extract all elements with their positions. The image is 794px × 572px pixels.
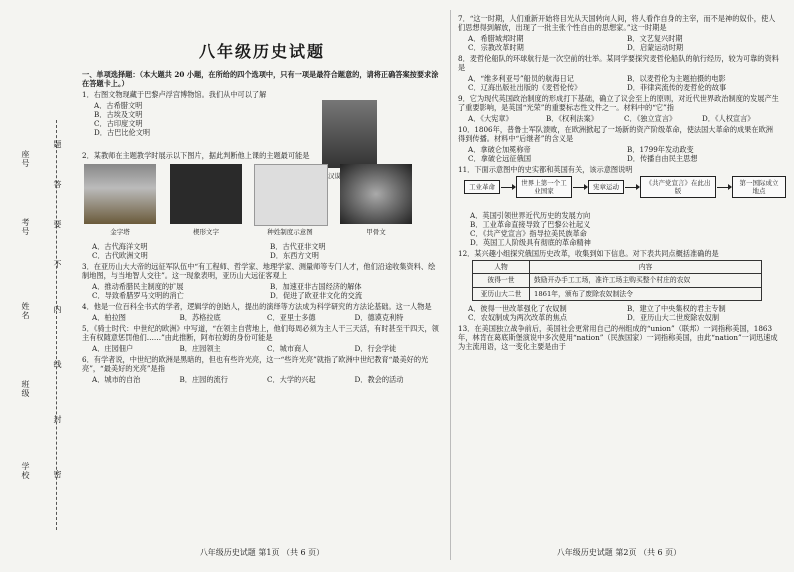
- q5-option-c[interactable]: C．城市商人: [267, 344, 309, 353]
- table-cell: 亚历山大二世: [473, 287, 530, 300]
- q5-option-d[interactable]: D．行会学徒: [354, 344, 397, 353]
- q7-option-b[interactable]: B．文艺复兴时期: [627, 34, 683, 43]
- q9-option-b[interactable]: B．《权利法案》: [546, 114, 598, 123]
- seal-word: 题: [53, 140, 62, 149]
- question-10-stem: 10．1806年，普鲁士军队溃败，在欧洲掀起了一场新的资产阶级革命，使法国大革命的成果在欧洲得到传播。材料中“后继者”的含义是: [458, 125, 773, 143]
- q9-option-d[interactable]: D．《人权宣言》: [702, 114, 755, 123]
- q7-option-d[interactable]: D．启蒙运动时期: [627, 43, 684, 52]
- page-1: [82, 42, 442, 386]
- q12-option-b[interactable]: B．建立了中央集权的君主专制: [627, 304, 726, 314]
- table-cell: 彼得一世: [473, 274, 530, 287]
- q8-option-c[interactable]: C．辽海出版社出版的《麦哲伦传》: [468, 83, 582, 92]
- flow-step-1: 工业革命: [464, 180, 500, 194]
- q9-option-a[interactable]: A．《大宪章》: [468, 114, 513, 123]
- seal-word: 不: [53, 260, 62, 269]
- q10-option-d[interactable]: D．传播自由民主思想: [627, 154, 698, 163]
- q10-option-b[interactable]: B．1799年发动政变: [627, 145, 694, 154]
- q8-option-d[interactable]: D．菲律宾流传的麦哲伦的故事: [627, 83, 727, 92]
- q12-option-a[interactable]: A．彼得一世改革强化了农奴制: [468, 304, 567, 314]
- seal-word: 封: [53, 415, 62, 424]
- q5-option-b[interactable]: B．庄园领主: [179, 344, 221, 353]
- question-8-stem: 8．麦哲伦船队的环球航行是一次空前的壮举。某同学要探究麦哲伦船队的航行经历，较为可靠的资料是: [458, 54, 779, 72]
- table-row: [473, 274, 762, 287]
- school-label: 学校: [21, 462, 30, 480]
- q2-images: [82, 162, 442, 242]
- q2-caption-3: 种姓制度示意图: [267, 228, 313, 236]
- q5-option-a[interactable]: A．庄园佃户: [92, 344, 134, 353]
- seal-word: 线: [53, 360, 62, 369]
- question-12-stem: 12．某兴趣小组探究俄国历史改革，收集到如下信息。对下表共同点概括准确的是: [458, 249, 719, 258]
- q3-option-b[interactable]: B．加速亚非古国经济的解体: [270, 282, 362, 291]
- question-3-stem: 3．在亚历山大大帝的远征军队伍中“有工程师、哲学家、地理学家、测量师等专门人才，他们沿途收集资料、绘制地图，与当地智人交往”。这一现象表明，亚历山大远征客观上: [82, 262, 436, 280]
- q3-option-d[interactable]: D．促进了欧亚非文化的交流: [270, 291, 363, 300]
- seat-number-label: 座号: [21, 150, 30, 168]
- question-4-stem: 4．他是一位百科全书式的学者，逻辑学的创始人，提出的演绎等方法成为科学研究的方法论基础。这一人物是: [82, 302, 432, 311]
- oracle-bone-image: [340, 164, 412, 224]
- table-header-content: 内容: [530, 261, 762, 274]
- seal-word: 内: [53, 305, 62, 314]
- page-1-footer: 八年级历史试题 第1页 （共 6 页）: [199, 548, 325, 557]
- seal-word: 要: [53, 220, 62, 229]
- q12-option-c[interactable]: C．农奴制成为两次改革的焦点: [468, 313, 567, 323]
- question-9-stem: 9．它为现代英国政治制度的形成打下基础，确立了议会至上的原则，对近代世界政治制度的发展产生了重要影响，是英国“光荣”的重要标志性文件之一。材料中的“它”指: [458, 94, 779, 112]
- question-13-stem: 13．在美国独立战争前后，美国社会更常用自己的州组成的“union”（联邦）一词指称美国，1863年，林肯在葛底斯堡演说中多次使用“nation”（民族国家）一词指称美国，由此“nation”一词迅速成为主流用语，这一变化主要是由于: [458, 324, 778, 352]
- pyramid-image: [84, 164, 156, 224]
- q9-option-c[interactable]: C．《独立宣言》: [624, 114, 677, 123]
- flow-arrow: [501, 187, 515, 188]
- table-header-person: 人物: [473, 261, 530, 274]
- q1-option-b[interactable]: B．古埃及文明: [94, 110, 143, 119]
- q2-caption-1: 金字塔: [110, 228, 130, 236]
- q6-option-a[interactable]: A．城市的自治: [92, 375, 141, 384]
- flow-step-3: 宪章运动: [588, 180, 624, 194]
- q2-option-d[interactable]: D．东西方文明: [270, 251, 319, 260]
- q2-caption-4: 甲骨文: [366, 228, 386, 236]
- q6-option-d[interactable]: D．教会的活动: [354, 375, 404, 384]
- q10-option-a[interactable]: A．拿破仑加冕称帝: [468, 145, 531, 154]
- q4-option-c[interactable]: C．亚里士多德: [267, 313, 316, 322]
- q4-option-a[interactable]: A．柏拉图: [92, 313, 126, 322]
- question-7-stem: 7．“这一时期，人们重新开始将目光从天国转向人间，将人看作自身的主宰，而不是神的奴仆，使人们思想得到解放，出现了一批主张个性自由的思想家。”这一时期是: [458, 14, 776, 32]
- question-11-stem: 11．下面示意图中的史实都和英国有关，该示意图说明: [458, 165, 633, 174]
- page-divider: [450, 10, 451, 560]
- caste-diagram-image: [254, 164, 328, 226]
- table-row: [473, 287, 762, 300]
- q1-option-d[interactable]: D．古巴比伦文明: [94, 128, 151, 137]
- q2-caption-2: 楔形文字: [193, 228, 219, 236]
- q3-option-a[interactable]: A．推动希腊民主制度的扩展: [92, 282, 184, 291]
- question-2-stem: 2．某教师在主题教学时展示以下图片，据此判断他上课的主题最可能是: [82, 151, 310, 160]
- q8-option-a[interactable]: A．“维多利亚号”船员的航海日记: [468, 74, 574, 83]
- q11-option-d[interactable]: D．英国工人阶级具有彻底的革命精神: [470, 238, 591, 247]
- cuneiform-image: [170, 164, 242, 224]
- binding-margin: [0, 0, 80, 572]
- flow-step-4: 《共产党宣言》在此出版: [640, 176, 716, 198]
- q12-option-d[interactable]: D．亚历山大二世废除农奴制: [627, 313, 720, 323]
- q2-option-b[interactable]: B．古代亚非文明: [270, 242, 326, 251]
- q11-flowchart: [464, 176, 780, 208]
- q2-option-c[interactable]: C．古代欧洲文明: [92, 251, 148, 260]
- q10-option-c[interactable]: C．拿破仑远征俄国: [468, 154, 532, 163]
- q2-option-a[interactable]: A．古代海洋文明: [92, 242, 148, 251]
- table-cell: 1861年，颁布了废除农奴制法令: [530, 287, 762, 300]
- q1-option-a[interactable]: A．古希腊文明: [94, 101, 143, 110]
- class-label: 班级: [21, 380, 30, 398]
- page-2-footer: 八年级历史试题 第2页 （共 6 页）: [556, 548, 682, 557]
- question-6-stem: 6．有学者说，中世纪的欧洲是黑暗的，但也有些许光亮，这一“些许光亮”就指了欧洲中世纪教育“最美好的光亮”，“最美好的光亮”是指: [82, 355, 429, 373]
- q12-table: [472, 260, 762, 301]
- flow-arrow: [717, 187, 731, 188]
- flow-step-5: 第一国际成立地点: [732, 176, 786, 198]
- table-cell: 鼓励开办手工工场，准许工场主购买整个村庄的农奴: [530, 274, 762, 287]
- q11-option-b[interactable]: B．工业革命直接导致了巴黎公社起义: [470, 220, 591, 229]
- flow-arrow: [625, 187, 639, 188]
- name-label: 姓名: [21, 302, 30, 320]
- seal-word: 答: [53, 180, 62, 189]
- q3-option-c[interactable]: C．导致希腊罗马文明的消亡: [92, 291, 184, 300]
- q1-option-c[interactable]: C．古印度文明: [94, 119, 143, 128]
- exam-title: 八年级历史试题: [198, 42, 325, 61]
- section-heading: 一、单项选择题：（本大题共 20 小题，在所给的四个选项中，只有一项是最符合题意的，请将正确答案按要求涂在答题卡上。）: [82, 70, 439, 88]
- q4-option-d[interactable]: D．德谟克利特: [354, 313, 404, 322]
- q11-option-a[interactable]: A．英国引领世界近代历史的发展方向: [470, 211, 591, 220]
- stele-image: [322, 100, 377, 168]
- exam-number-label: 考号: [21, 218, 30, 236]
- q6-option-b[interactable]: B．庄园的流行: [179, 375, 228, 384]
- q6-option-c[interactable]: C．大学的兴起: [267, 375, 316, 384]
- q7-option-c[interactable]: C．宗教改革时期: [468, 43, 524, 52]
- question-5-stem: 5．《骑士时代：中世纪的欧洲》中写道，“在领主自营地上，他们每周必须为主人干三天活，有时甚至干四天，领主有权随意惩罚他们……”由此推断，阿布拉姆的身份可能是: [82, 324, 439, 342]
- flow-arrow: [573, 187, 587, 188]
- seal-word: 密: [53, 470, 62, 479]
- q11-option-c[interactable]: C．《共产党宣言》指导拉美民族革命: [470, 229, 587, 238]
- page-2: [458, 14, 780, 353]
- question-1-stem: 1．右图文物现藏于巴黎卢浮宫博物馆。我们从中可以了解: [82, 90, 267, 99]
- flow-step-2: 世界上第一个工业国家: [516, 176, 572, 198]
- q4-option-b[interactable]: B．苏格拉底: [179, 313, 221, 322]
- q8-option-b[interactable]: B．以麦哲伦为主题拍摄的电影: [627, 74, 726, 83]
- q7-option-a[interactable]: A．希腊城邦时期: [468, 34, 524, 43]
